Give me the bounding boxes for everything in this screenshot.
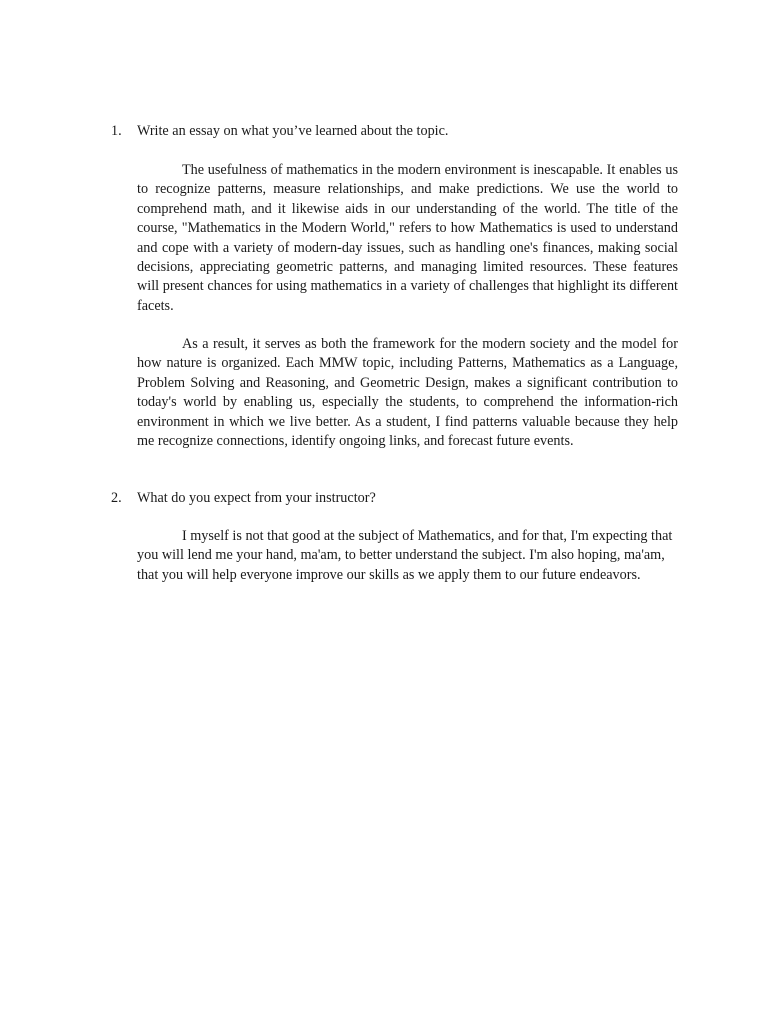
question-text: Write an essay on what you’ve learned about the topic. xyxy=(137,123,449,139)
paragraph-text: The usefulness of mathematics in the modern environment is inescapable. It enables us to recognize patterns, measure relationships, and make predictions. We use the world to comprehend math, and it likewise aids in our understanding of the world. The title of the course, "Mathematics in the Modern World," refers to how Mathematics is used to understand and cope with a variety of modern-day issues, such as handling one's finances, making social decisions, appreciating geometric patterns, and managing limited resources. These features will present chances for using mathematics in a variety of challenges that highlight its different facets. xyxy=(137,162,678,314)
answer-1-paragraph-1 xyxy=(137,161,678,316)
answer-2-paragraph-1 xyxy=(137,527,678,585)
question-2 xyxy=(111,489,376,508)
paragraph-text: I myself is not that good at the subject of Mathematics, and for that, I'm expecting that you will lend me your hand, ma'am, to better understand the subject. I'm also hoping, ma'am, that you will help everyone improve our skills as we apply them to our future endeavors. xyxy=(137,528,673,583)
question-number: 1. xyxy=(111,123,122,139)
question-number: 2. xyxy=(111,490,122,506)
question-1 xyxy=(111,122,448,141)
question-text: What do you expect from your instructor? xyxy=(137,490,376,506)
paragraph-text: As a result, it serves as both the framework for the modern society and the model for how nature is organized. Each MMW topic, including Patterns, Mathematics as a Language, Problem Solving and Reasoning, and Geometric Design, makes a significant contribution to today's world by enabling us, especially the students, to comprehend the information-rich environment in which we live better. As a student, I find patterns valuable because they help me recognize connections, identify ongoing links, and forecast future events. xyxy=(137,336,678,450)
answer-1-paragraph-2 xyxy=(137,335,678,451)
